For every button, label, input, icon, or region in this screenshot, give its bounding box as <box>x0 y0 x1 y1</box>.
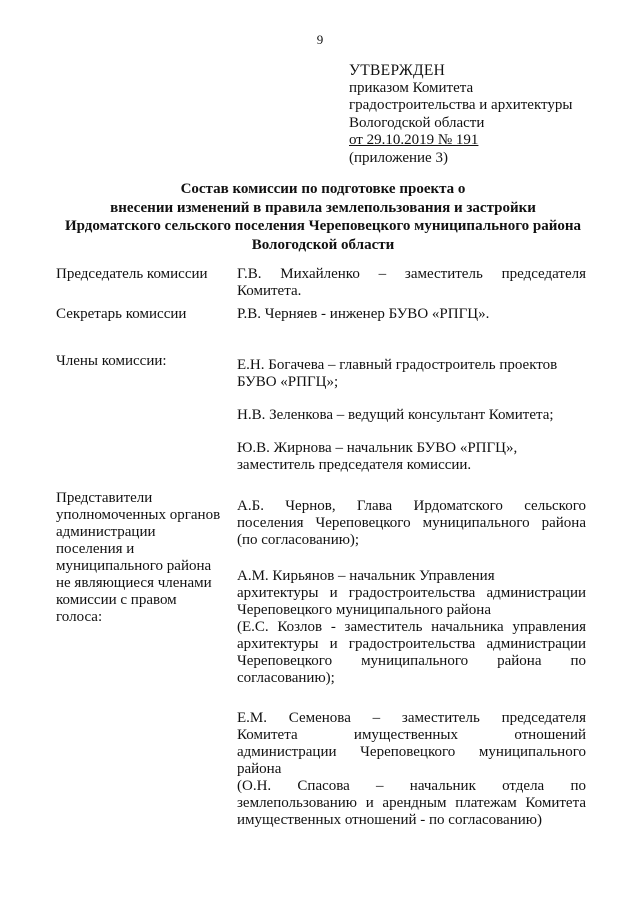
rep-line: (по согласованию); <box>237 532 360 548</box>
representative-entry <box>237 710 586 829</box>
reps-label-line: администрации <box>56 524 156 540</box>
approval-line-2: градостроительства и архитектуры <box>349 97 573 113</box>
approval-heading: УТВЕРЖДЕН <box>349 62 446 79</box>
rep-line: администрации Череповецкого муниципального <box>237 744 586 760</box>
chair-line-2: Комитета. <box>237 283 302 299</box>
reps-label-line: муниципального района <box>56 558 212 574</box>
approval-stamp <box>349 62 572 167</box>
rep-line: Комитета имущественных отношений <box>237 727 586 743</box>
rep-line: А.Б. Чернов, Глава Ирдоматского сельского <box>237 498 586 514</box>
reps-label-line: Представители <box>56 490 153 506</box>
reps-label-line: комиссии с правом <box>56 592 177 608</box>
secretary-entry: Р.В. Черняев - инженер БУВО «РПГЦ». <box>237 306 490 322</box>
rep-line: землепользованию и арендным платежам Комитета <box>237 795 586 811</box>
chair-line-1: Г.В. Михайленко – заместитель председателя <box>237 266 586 282</box>
member-entry <box>237 440 586 474</box>
rep-line: (Е.С. Козлов - заместитель начальника управления <box>237 619 586 635</box>
role-representatives <box>56 490 220 626</box>
reps-label-line: уполномоченных органов <box>56 507 221 523</box>
rep-line: поселения Череповецкого муниципального района <box>237 515 586 531</box>
approval-annex: (приложение 3) <box>349 149 448 166</box>
title-line-4: Вологодской области <box>251 236 395 253</box>
rep-line: Череповецкого муниципального района по <box>237 653 586 669</box>
chair-entry <box>237 266 586 300</box>
member-line: Ю.В. Жирнова – начальник БУВО «РПГЦ», <box>237 440 518 456</box>
rep-line: Е.М. Семенова – заместитель председателя <box>237 710 586 726</box>
approval-line-1: приказом Комитета <box>349 79 474 96</box>
reps-label-line: не являющиеся членами <box>56 575 212 591</box>
member-line: Н.В. Зеленкова – ведущий консультант Комитета; <box>237 407 554 423</box>
member-entry <box>237 357 586 391</box>
document-title <box>40 180 606 254</box>
member-line: БУВО «РПГЦ»; <box>237 374 339 390</box>
member-line: заместитель председателя комиссии. <box>237 457 472 473</box>
member-entry <box>237 407 586 424</box>
reps-label-line: поселения и <box>56 541 135 557</box>
reps-label-line: голоса: <box>56 609 103 625</box>
rep-line: имущественных отношений - по согласованию) <box>237 812 542 828</box>
rep-line: согласованию); <box>237 670 335 686</box>
rep-line: А.М. Кирьянов – начальник Управления <box>237 568 495 584</box>
rep-line: (О.Н. Спасова – начальник отдела по <box>237 778 586 794</box>
approval-line-3: Вологодской области <box>349 114 485 131</box>
rep-line: Череповецкого муниципального района <box>237 602 491 618</box>
rep-line: архитектуры и градостроительства администрации <box>237 636 586 652</box>
title-line-1: Состав комиссии по подготовке проекта о <box>180 181 466 197</box>
representative-entry <box>237 498 586 549</box>
title-line-2: внесении изменений в правила землепользования и застройки <box>110 199 536 216</box>
role-chair: Председатель комиссии <box>56 266 208 282</box>
rep-line: архитектуры и градостроительства администрации <box>237 585 586 601</box>
member-line: Е.Н. Богачева – главный градостроитель проектов <box>237 357 558 373</box>
approval-order: от 29.10.2019 № 191 <box>349 132 479 148</box>
representative-entry <box>237 568 586 687</box>
role-members: Члены комиссии: <box>56 353 167 369</box>
role-secretary: Секретарь комиссии <box>56 306 187 322</box>
page-number: 9 <box>316 32 324 47</box>
rep-line: района <box>237 761 282 777</box>
title-line-3: Ирдоматского сельского поселения Череповецкого муниципального района <box>64 218 582 234</box>
